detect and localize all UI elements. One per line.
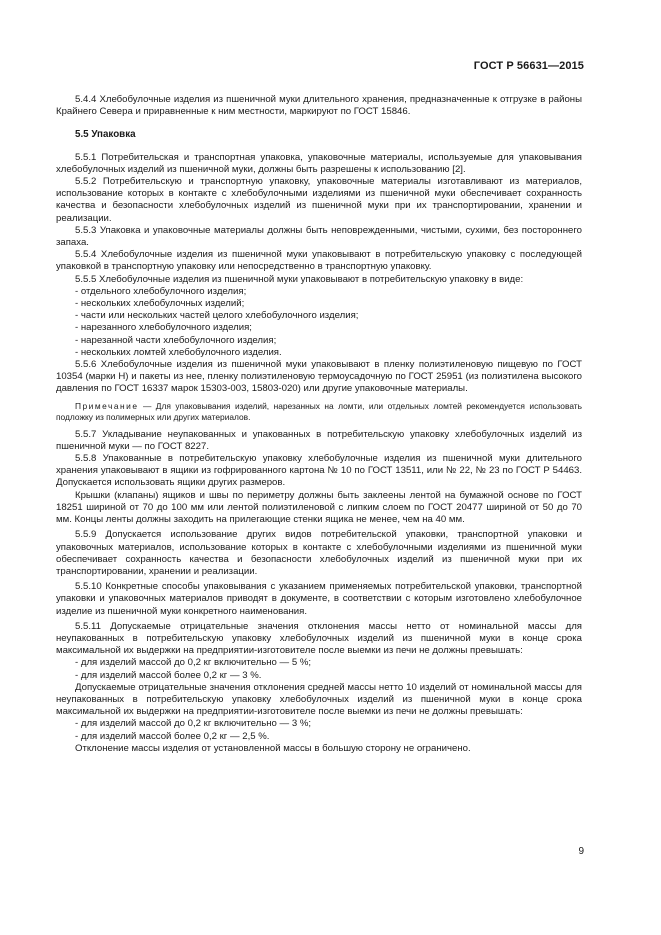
list-item: - для изделий массой более 0,2 кг — 3 %. xyxy=(75,669,262,681)
list-item: - для изделий массой более 0,2 кг — 2,5 %. xyxy=(75,730,270,742)
list-item: - нескольких ломтей хлебобулочного изделия. xyxy=(75,346,282,358)
paragraph-5-4-4: 5.4.4 Хлебобулочные изделия из пшеничной муки длительного хранения, предназначенные к отгрузке в районы Крайнего Севера и приравненные к ним местности, маркируют по ГОСТ 15846. xyxy=(56,94,582,118)
paragraph-5-5-3: 5.5.3 Упаковка и упаковочные материалы должны быть неповрежденными, чистыми, сухими, без постороннего запаха. xyxy=(56,224,582,249)
list-item: - нарезанного хлебобулочного изделия; xyxy=(75,322,252,334)
list-5-5-5 xyxy=(56,286,582,359)
paragraph-5-5-11: 5.5.11 Допускаемые отрицательные значения отклонения массы нетто от номинальной массы для неупакованных в потребительскую упаковку хлебобулочных изделий из пшеничной муки в конце срока максимальной их выдержки на предприятии-изготовителе после выемки из печи не должны превышать: xyxy=(56,620,582,657)
paragraph-5-5-9: 5.5.9 Допускается использование других видов потребительской упаковки, транспортной упаковки и упаковочных материалов, использование которых в контакте с хлебобулочными изделиями из пшеничной муки обеспечивает сохранность качества и безопасности хлебобулочных изделий из пшеничной муки при их транспортировании, хранении и реализации. xyxy=(56,529,582,577)
list-item: - нарезанной части хлебобулочного изделия; xyxy=(75,334,277,346)
paragraph-5-5-1: 5.5.1 Потребительская и транспортная упаковка, упаковочные материалы, используемые для упаковывания хлебобулочных изделий из пшеничной муки, должны быть разрешены к использованию [2]. xyxy=(56,151,582,175)
paragraph-5-5-10: 5.5.10 Конкретные способы упаковывания с указанием применяемых потребительской упаковки, транспортной упаковки и упаковочных материалов приводят в документе, в соответствии с которым изготовлено хлебобулочное изделие из пшеничной муки конкретного наименования. xyxy=(56,581,582,617)
list-item: - для изделий массой до 0,2 кг включительно — 5 %; xyxy=(75,657,312,669)
list-5-5-11-a xyxy=(56,657,582,681)
list-item: - для изделий массой до 0,2 кг включительно — 3 %; xyxy=(75,718,312,730)
note xyxy=(56,401,582,423)
paragraph-5-5-5: 5.5.5 Хлебобулочные изделия из пшеничной муки упаковывают в потребительскую упаковку в виде: xyxy=(75,273,524,285)
paragraph-5-5-2: 5.5.2 Потребительскую и транспортную упаковку, упаковочные материалы изготавливают из материалов, использование которых в контакте с хлебобулочными изделиями из пшеничной муки обеспечивает сохранность качества и безопасности хлебобулочных изделий из пшеничной муки при их транспортировании, хранении и реализации. xyxy=(56,176,582,224)
paragraph-5-5-7: 5.5.7 Укладывание неупакованных и упакованных в потребительскую упаковку хлебобулочных изделий из пшеничной муки — по ГОСТ 8227. xyxy=(56,428,582,452)
section-heading-5-5: 5.5 Упаковка xyxy=(75,129,136,141)
note-label: Примечание xyxy=(75,400,139,411)
paragraph-5-5-8: 5.5.8 Упакованные в потребительскую упаковку хлебобулочные изделия из пшеничной муки длительного хранения упаковывают в ящики из гофрированного картона № 10 по ГОСТ 13511, или № 22, № 23 по ГОСТ Р 54463. Допускается использовать ящики других размеров. xyxy=(56,453,582,489)
list-item: - части или нескольких частей целого хлебобулочного изделия; xyxy=(75,310,359,322)
page-number: 9 xyxy=(578,846,584,857)
paragraph-5-5-11-c: Отклонение массы изделия от установленной массы в большую сторону не ограничено. xyxy=(75,742,471,754)
paragraph-5-5-6: 5.5.6 Хлебобулочные изделия из пшеничной муки упаковывают в пленку полиэтиленовую пищевую по ГОСТ 10354 (марки Н) и пакеты из нее, пленку полиэтиленовую термоусадочную по ГОСТ 25951 (из полиэтилена высокого давления по ГОСТ 16337 марок 15303-003, 15803-020) или другие упаковочные материалы. xyxy=(56,359,582,395)
list-item: - нескольких хлебобулочных изделий; xyxy=(75,298,245,310)
paragraph-5-5-11-b: Допускаемые отрицательные значения отклонения средней массы нетто 10 изделий от номинальной массы для неупакованных в потребительскую упаковку хлебобулочных изделий из пшеничной муки в конце срока максимальной их выдержки на предприятии-изготовителе после выемки из печи не должны превышать: xyxy=(56,681,582,718)
note-text: — Для упаковывания изделий, нарезанных на ломти, или отдельных ломтей рекомендуется использовать подложку из полимерных или других материалов. xyxy=(56,400,582,422)
paragraph-5-5-4: 5.5.4 Хлебобулочные изделия из пшеничной муки упаковывают в потребительскую упаковку с последующей упаковкой в транспортную упаковку или непосредственно в транспортную упаковку. xyxy=(56,249,582,273)
paragraph-5-5-8-continued: Крышки (клапаны) ящиков и швы по периметру должны быть заклеены лентой на бумажной основе по ГОСТ 18251 шириной от 70 до 100 мм или лентой полиэтиленовой с липким слоем по ГОСТ 20477 шириной от 50 до 70 мм. Концы ленты должны заходить на прилегающие стенки ящика не менее, чем на 40 мм. xyxy=(56,489,582,526)
document-body xyxy=(56,94,582,755)
list-item: - отдельного хлебобулочного изделия; xyxy=(75,285,247,297)
document-header: ГОСТ Р 56631—2015 xyxy=(473,60,584,72)
list-5-5-11-b xyxy=(56,718,582,742)
